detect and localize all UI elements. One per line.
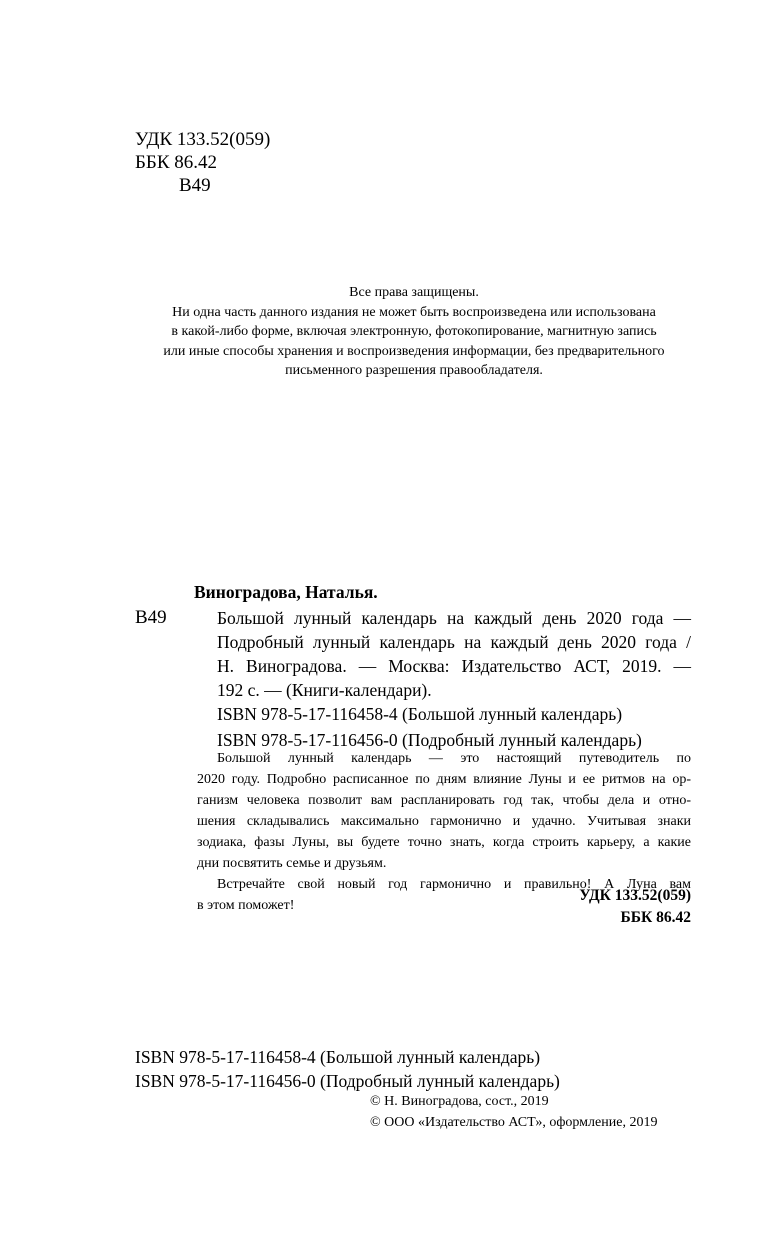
classification-block — [135, 128, 270, 197]
description-line: Большой лунный календарь на каждый день 2020 года — — [217, 608, 691, 628]
copyright-line: © ООО «Издательство АСТ», оформление, 2019 — [370, 1115, 658, 1130]
isbn-line: ISBN 978-5-17-116458-4 (Большой лунный календарь) — [135, 1047, 541, 1067]
abstract-line: дни посвятить семье и друзьям. — [197, 856, 387, 871]
card-code: В49 — [135, 607, 167, 628]
copyright-line: © Н. Виноградова, сост., 2019 — [370, 1094, 549, 1109]
bottom-isbn-list — [135, 1045, 560, 1093]
card-bbk: ББК 86.42 — [620, 909, 691, 926]
abstract-line: в этом поможет! — [197, 898, 295, 913]
description-line: Н. Виноградова. — Москва: Издательство АСТ, 2019. — — [217, 656, 691, 676]
card-author: Виноградова, Наталья. — [194, 582, 378, 602]
rights-line: или иные способы хранения и воспроизведения информации, без предварительного — [163, 343, 665, 359]
copyright-block — [370, 1091, 657, 1133]
abstract-line: Большой лунный календарь — это настоящий путеводитель по — [217, 751, 691, 766]
rights-line: Ни одна часть данного издания не может быть воспроизведена или использована — [172, 304, 656, 320]
abstract-line: Встречайте свой новый год гармонично и правильно! А Луна вам — [217, 877, 691, 892]
card-description — [217, 606, 691, 702]
rights-line: в какой-либо форме, включая электронную, фотокопирование, магнитную запись — [171, 324, 657, 339]
rights-notice — [100, 283, 728, 381]
card-codes — [579, 885, 691, 929]
rights-line: письменного разрешения правообладателя. — [285, 363, 543, 378]
description-line: 192 с. — (Книги-календари). — [217, 680, 432, 700]
author-mark: В49 — [179, 175, 211, 196]
description-line: Подробный лунный календарь на каждый день 2020 года / — [217, 632, 691, 652]
card-udk: УДК 133.52(059) — [579, 887, 691, 904]
bbk-code: ББК 86.42 — [135, 152, 217, 173]
rights-line: Все права защищены. — [349, 285, 479, 300]
isbn-line: ISBN 978-5-17-116456-0 (Подробный лунный календарь) — [135, 1071, 560, 1091]
isbn-line: ISBN 978-5-17-116456-0 (Подробный лунный календарь) — [217, 730, 642, 750]
isbn-line: ISBN 978-5-17-116458-4 (Большой лунный календарь) — [217, 704, 623, 724]
abstract-line: зодиака, фазы Луны, вы будете точно знать, когда строить карьеру, а какие — [197, 835, 691, 850]
card-isbn-list — [217, 702, 642, 752]
abstract-line: 2020 году. Подробно расписанное по дням влияние Луны и ее ритмов на ор- — [197, 772, 691, 787]
abstract-line: шения складывались максимально гармонично и удачно. Учитывая знаки — [197, 814, 691, 829]
abstract-line: ганизм человека позволит вам распланировать год так, чтобы дела и отно- — [197, 793, 691, 808]
udk-code: УДК 133.52(059) — [135, 129, 271, 150]
